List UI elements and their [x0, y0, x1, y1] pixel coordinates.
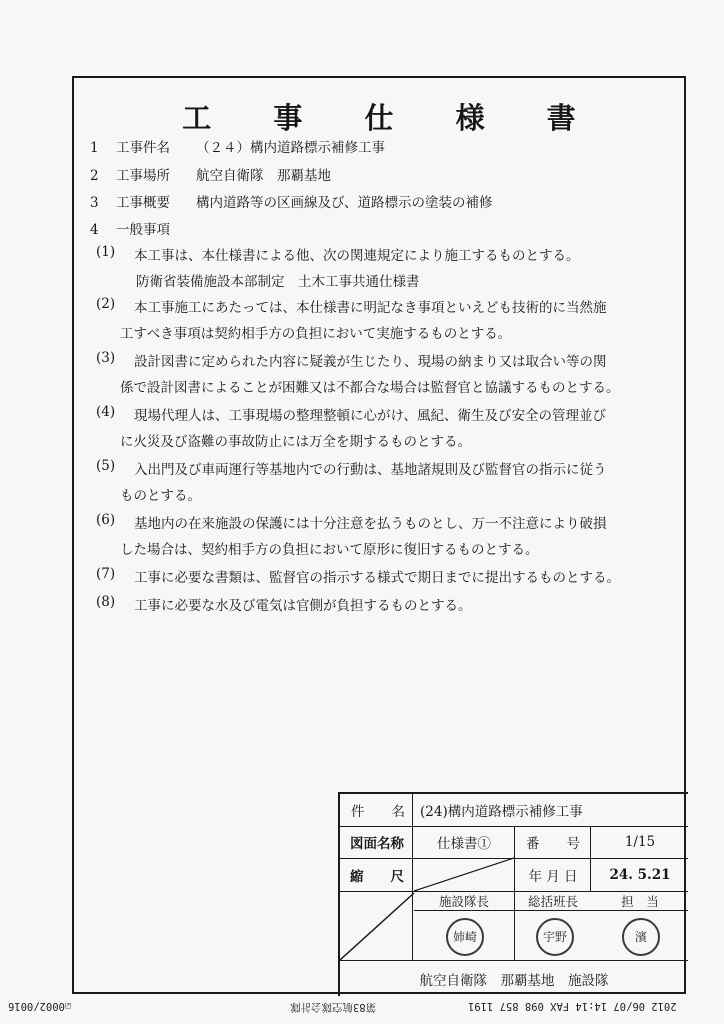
clause-1-reference: 防衛省装備施設本部制定 土木工事共通仕様書: [136, 274, 420, 290]
number-label: 番 号: [526, 836, 580, 852]
clause-number: (6): [96, 512, 116, 528]
item-label: 工事概要: [116, 195, 170, 211]
seal-stamp: 宇野: [536, 918, 574, 956]
role-person-in-charge: 担 当: [621, 893, 659, 909]
fax-header-page: ☑0002/0016: [8, 1000, 72, 1012]
clause-number: (1): [96, 244, 116, 260]
clause-text-cont: ものとする。: [120, 488, 201, 504]
organization-name: 航空自衛隊 那覇基地 施設隊: [419, 973, 609, 989]
clause-text: 基地内の在来施設の保護には十分注意を払うものとし、万一不注意により破損: [134, 516, 607, 532]
number-value: 1/15: [624, 834, 656, 850]
seal-stamp: 濱: [622, 918, 660, 956]
clause-text: 入出門及び車両運行等基地内での行動は、基地諸規則及び監督官の指示に従う: [134, 462, 607, 478]
clause-text-cont: した場合は、契約相手方の負担において原形に復旧するものとする。: [120, 542, 539, 558]
name-value: (24)構内道路標示補修工事: [420, 804, 583, 820]
clause-text: 本工事施工にあたっては、本仕様書に明記なき事項といえども技術的に当然施: [134, 300, 607, 316]
clause-text: 設計図書に定められた内容に疑義が生じたり、現場の納まり又は取合い等の関: [134, 354, 607, 370]
role-facility-commander: 施設隊長: [438, 893, 489, 909]
document-title: 工 事 仕 様 書: [182, 101, 602, 135]
drawing-label: 図面名称: [350, 836, 404, 852]
clause-text: 本工事は、本仕様書による他、次の関連規定により施工するものとする。: [134, 248, 580, 264]
item-value: （２４）構内道路標示補修工事: [196, 140, 385, 156]
role-general-chief: 総括班長: [527, 893, 578, 909]
item-number: 1: [90, 140, 99, 156]
clause-number: (8): [96, 594, 116, 610]
title-block: [338, 792, 688, 996]
name-label: 件 名: [351, 804, 405, 820]
item-general-matters: [90, 218, 196, 238]
drawing-value: 仕様書①: [437, 836, 491, 852]
seal-stamp: 姉崎: [446, 918, 484, 956]
item-label: 工事場所: [116, 168, 170, 184]
item-number: 2: [90, 168, 99, 184]
item-value: 構内道路等の区画線及び、道路標示の塗装の補修: [196, 195, 493, 211]
clause-text: 工事に必要な書類は、監督官の指示する様式で期日までに提出するものとする。: [134, 570, 620, 586]
clause-text-cont: 工すべき事項は契約相手方の負担において実施するものとする。: [120, 326, 512, 342]
item-project-name: [90, 136, 385, 156]
scale-label: 縮 尺: [350, 868, 404, 885]
clause-number: (3): [96, 350, 116, 366]
spec-sheet: [72, 76, 686, 994]
date-value: 24. 5.21: [609, 866, 671, 883]
date-label: 年 月 日: [528, 868, 578, 885]
clause-text-cont: 係で設計図書によることが困難又は不都合な場合は監督官と協議するものとする。: [120, 380, 620, 396]
item-number: 4: [90, 222, 99, 238]
clause-text: 現場代理人は、工事現場の整理整頓に心がけ、風紀、衛生及び安全の管理並び: [134, 408, 606, 424]
clause-number: (2): [96, 296, 116, 312]
clause-text: 工事に必要な水及び電気は官側が負担するものとする。: [134, 598, 472, 614]
fax-header-sender: 第83航空隊会計隊: [290, 1001, 377, 1013]
scale-value: [414, 858, 514, 891]
clause-number: (5): [96, 458, 116, 474]
clause-number: (7): [96, 566, 116, 582]
item-number: 3: [90, 195, 99, 211]
item-label: 工事件名: [116, 140, 170, 156]
item-project-site: [90, 164, 331, 184]
clause-number: (4): [96, 404, 116, 420]
fax-header-datetime: 2012 06/07 14:14 FAX 098 857 1191: [468, 1000, 677, 1012]
item-value: 航空自衛隊 那覇基地: [196, 168, 331, 184]
item-project-outline: [90, 191, 492, 211]
clause-text-cont: に火災及び盗難の事故防止には万全を期するものとする。: [120, 434, 471, 450]
item-label: 一般事項: [116, 222, 170, 238]
